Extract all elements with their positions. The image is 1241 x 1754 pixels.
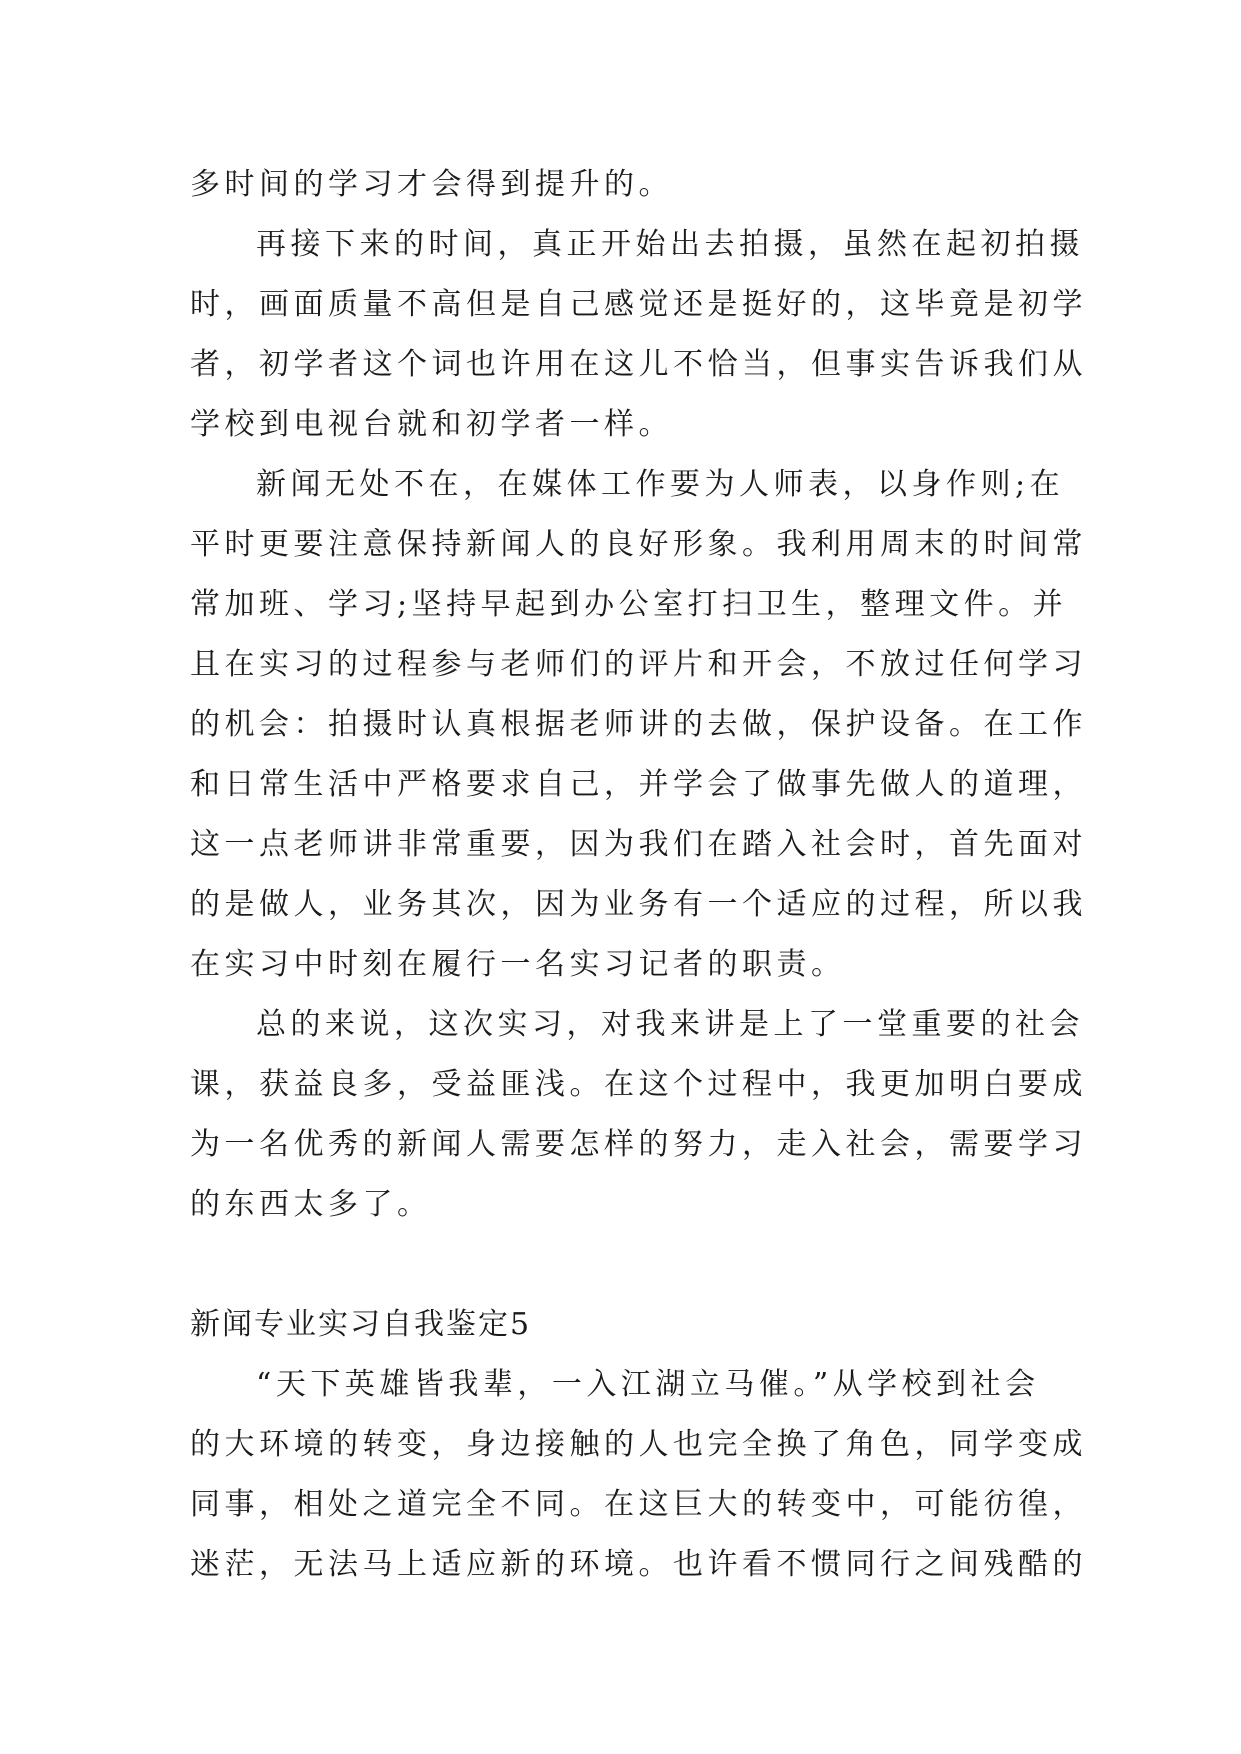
text-line: 同事，相处之道完全不同。在这巨大的转变中，可能彷徨，	[190, 1487, 1087, 1522]
text-line: 在实习中时刻在履行一名实习记者的职责。	[190, 947, 846, 982]
text-line: 常加班、学习;坚持早起到办公室打扫卫生，整理文件。并	[190, 587, 1068, 622]
text-line: 的大环境的转变，身边接触的人也完全换了角色，同学变成	[190, 1427, 1087, 1462]
text-line: 且在实习的过程参与老师们的评片和开会，不放过任何学习	[190, 647, 1087, 682]
paragraph-start: 总的来说，这次实习，对我来讲是上了一堂重要的社会	[256, 1007, 1084, 1042]
text-line: 多时间的学习才会得到提升的。	[190, 167, 673, 202]
text-line: 的机会：拍摄时认真根据老师讲的去做，保护设备。在工作	[190, 707, 1087, 742]
text-line: 迷茫，无法马上适应新的环境。也许看不惯同行之间残酷的	[190, 1547, 1087, 1582]
text-line: 课，获益良多，受益匪浅。在这个过程中，我更加明白要成	[190, 1067, 1087, 1102]
section-heading: 新闻专业实习自我鉴定5	[190, 1307, 532, 1342]
paragraph-start: 新闻无处不在，在媒体工作要为人师表，以身作则;在	[256, 467, 1065, 502]
text-line: 为一名优秀的新闻人需要怎样的努力，走入社会，需要学习	[190, 1127, 1087, 1162]
text-line: 平时更要注意保持新闻人的良好形象。我利用周末的时间常	[190, 527, 1087, 562]
text-line: 者，初学者这个词也许用在这儿不恰当，但事实告诉我们从	[190, 347, 1087, 382]
text-line: 的东西太多了。	[190, 1187, 432, 1222]
paragraph-start: “天下英雄皆我辈，一入江湖立马催。”从学校到社会	[256, 1367, 1040, 1402]
text-line: 学校到电视台就和初学者一样。	[190, 407, 673, 442]
text-line: 的是做人，业务其次，因为业务有一个适应的过程，所以我	[190, 887, 1087, 922]
text-line: 和日常生活中严格要求自己，并学会了做事先做人的道理，	[190, 767, 1087, 802]
text-line: 这一点老师讲非常重要，因为我们在踏入社会时，首先面对	[190, 827, 1087, 862]
text-line: 时，画面质量不高但是自己感觉还是挺好的，这毕竟是初学	[190, 287, 1087, 322]
body-text	[190, 155, 1087, 1595]
paragraph-start: 再接下来的时间，真正开始出去拍摄，虽然在起初拍摄	[256, 227, 1084, 262]
